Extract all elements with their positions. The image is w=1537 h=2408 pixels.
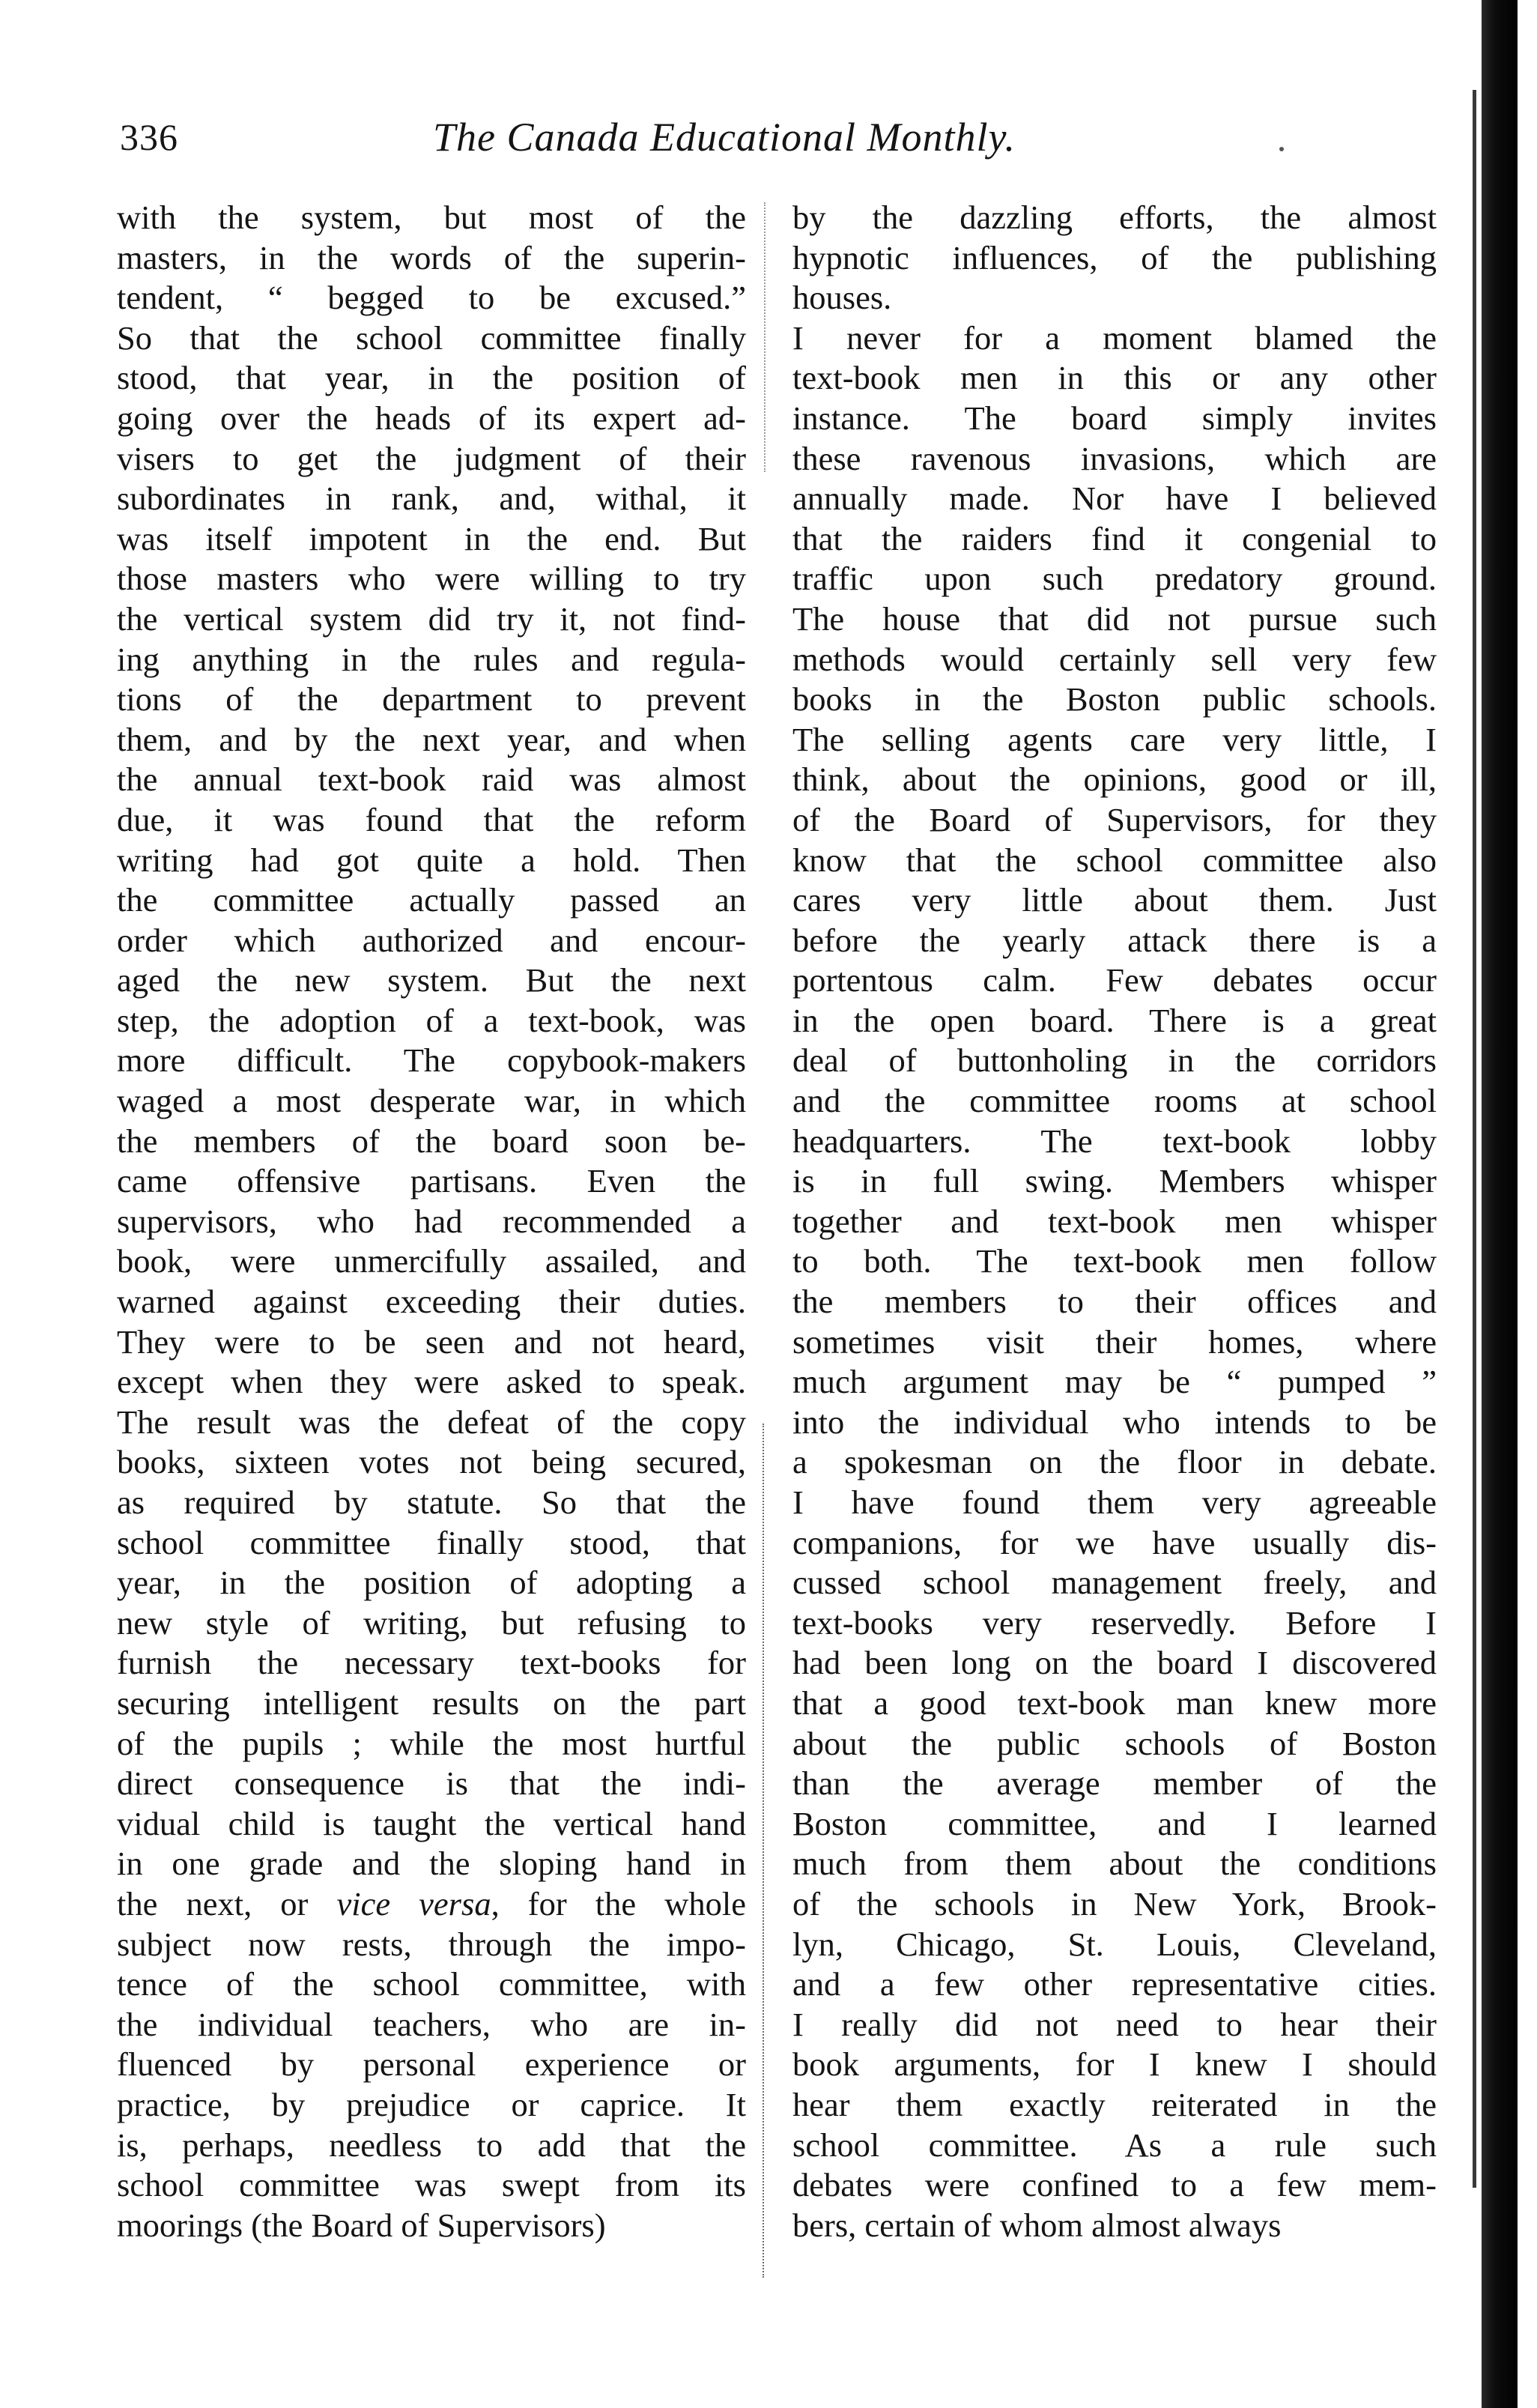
- gutter-rule-top: [764, 202, 766, 472]
- text-line: the next, or vice versa, for the whole: [117, 1884, 746, 1923]
- text-line: book, were unmercifully assailed, and: [117, 1242, 746, 1280]
- text-line: as required by statute. So that the: [117, 1483, 746, 1521]
- text-line: before the yearly attack there is a: [792, 921, 1437, 959]
- text-line: of the schools in New York, Brook-: [792, 1884, 1437, 1923]
- text-line: the individual teachers, who are in-: [117, 2005, 746, 2043]
- text-line: tence of the school committee, with: [117, 1965, 746, 2003]
- text-line: instance. The board simply invites: [792, 399, 1437, 437]
- text-line: The selling agents care very little, I: [792, 720, 1437, 758]
- stray-ink-mark: [1279, 147, 1284, 151]
- text-line: together and text-book men whisper: [792, 1202, 1437, 1240]
- text-line: cussed school management freely, and: [792, 1564, 1437, 1602]
- text-line: think, about the opinions, good or ill,: [792, 760, 1437, 799]
- text-line: I never for a moment blamed the: [792, 318, 1437, 357]
- text-line: headquarters. The text-book lobby: [792, 1122, 1437, 1160]
- text-line: school committee was swept from its: [117, 2166, 746, 2204]
- right-text-column: [792, 198, 1437, 2245]
- text-line: by the dazzling efforts, the almost: [792, 199, 1437, 236]
- text-line: subject now rests, through the impo-: [117, 1925, 746, 1963]
- text-line: deal of buttonholing in the corridors: [792, 1041, 1437, 1080]
- text-line: and a few other representative cities.: [792, 1965, 1437, 2003]
- text-line: aged the new system. But the next: [117, 961, 746, 999]
- text-line: is, perhaps, needless to add that the: [117, 2126, 746, 2164]
- text-line: is in full swing. Members whisper: [792, 1162, 1437, 1200]
- text-line: know that the school committee also: [792, 841, 1437, 879]
- text-line: practice, by prejudice or caprice. It: [117, 2085, 746, 2123]
- text-line: the committee actually passed an: [117, 881, 746, 919]
- text-line: cares very little about them. Just: [792, 881, 1437, 919]
- text-line: vidual child is taught the vertical hand: [117, 1804, 746, 1842]
- text-line: hypnotic influences, of the publishing: [792, 238, 1437, 276]
- text-line: them, and by the next year, and when: [117, 720, 746, 758]
- text-line: much from them about the conditions: [792, 1845, 1437, 1883]
- text-line: new style of writing, but refusing to: [117, 1603, 746, 1642]
- text-line: text-book men in this or any other: [792, 359, 1437, 397]
- text-line: the annual text-book raid was almost: [117, 760, 746, 799]
- text-line: step, the adoption of a text-book, was: [117, 1001, 746, 1039]
- text-line: annually made. Nor have I believed: [792, 480, 1437, 518]
- text-line: had been long on the board I discovered: [792, 1644, 1437, 1682]
- text-line: except when they were asked to speak.: [117, 1363, 746, 1401]
- text-line: warned against exceeding their duties.: [117, 1283, 746, 1321]
- text-line: They were to be seen and not heard,: [117, 1322, 746, 1361]
- text-line: that the raiders find it congenial to: [792, 519, 1437, 557]
- text-line: tions of the department to prevent: [117, 680, 746, 719]
- binding-shadow-line: [1473, 90, 1476, 2188]
- text-line: books in the Boston public schools.: [792, 680, 1437, 719]
- text-line: in one grade and the sloping hand in: [117, 1845, 746, 1883]
- text-line: subordinates in rank, and, withal, it: [117, 480, 746, 518]
- gutter-rule: [763, 1424, 766, 2278]
- text-line: school committee. As a rule such: [792, 2126, 1437, 2164]
- text-line: writing had got quite a hold. Then: [117, 841, 746, 879]
- text-line: debates were confined to a few mem-: [792, 2166, 1437, 2204]
- text-line: houses.: [792, 279, 892, 317]
- text-line: text-books very reservedly. Before I: [792, 1603, 1437, 1642]
- text-line: the vertical system did try it, not find-: [117, 599, 746, 638]
- text-line: the members of the board soon be-: [117, 1122, 746, 1160]
- text-line: to both. The text-book men follow: [792, 1242, 1437, 1280]
- text-line: going over the heads of its expert ad-: [117, 399, 746, 437]
- text-line: was itself impotent in the end. But: [117, 519, 746, 557]
- text-line: came offensive partisans. Even the: [117, 1162, 746, 1200]
- text-line: of the pupils ; while the most hurtful: [117, 1724, 746, 1762]
- text-line: book arguments, for I knew I should: [792, 2045, 1437, 2084]
- text-line: with the system, but most of the: [117, 199, 746, 236]
- text-line: traffic upon such predatory ground.: [792, 560, 1437, 598]
- text-line: about the public schools of Boston: [792, 1724, 1437, 1762]
- text-line: year, in the position of adopting a: [117, 1564, 746, 1602]
- text-line: lyn, Chicago, St. Louis, Cleveland,: [792, 1925, 1437, 1963]
- text-line: that a good text-book man knew more: [792, 1684, 1437, 1722]
- text-line: school committee finally stood, that: [117, 1523, 746, 1561]
- text-line: of the Board of Supervisors, for they: [792, 800, 1437, 838]
- text-line: books, sixteen votes not being secured,: [117, 1443, 746, 1481]
- text-line: companions, for we have usually dis-: [792, 1523, 1437, 1561]
- text-line: visers to get the judgment of their: [117, 439, 746, 477]
- text-line: I really did not need to hear their: [792, 2005, 1437, 2043]
- text-line: stood, that year, in the position of: [117, 359, 746, 397]
- italic-phrase: vice versa: [336, 1884, 491, 1923]
- text-line: portentous calm. Few debates occur: [792, 961, 1437, 999]
- page-number: 336: [120, 116, 178, 158]
- text-line: and the committee rooms at school: [792, 1082, 1437, 1120]
- text-line: these ravenous invasions, which are: [792, 439, 1437, 477]
- text-line: into the individual who intends to be: [792, 1403, 1437, 1441]
- text-line: due, it was found that the reform: [117, 800, 746, 838]
- text-line: more difficult. The copybook-makers: [117, 1041, 746, 1080]
- text-line: I have found them very agreeable: [792, 1483, 1437, 1521]
- text-line: hear them exactly reiterated in the: [792, 2085, 1437, 2123]
- text-line: moorings (the Board of Supervisors): [117, 2206, 606, 2244]
- text-line: waged a most desperate war, in which: [117, 1082, 746, 1120]
- binding-edge: [1482, 0, 1518, 2408]
- text-line: masters, in the words of the superin-: [117, 238, 746, 276]
- text-line: direct consequence is that the indi-: [117, 1764, 746, 1803]
- text-line: So that the school committee finally: [117, 318, 746, 357]
- text-line: supervisors, who had recommended a: [117, 1202, 746, 1240]
- text-line: furnish the necessary text-books for: [117, 1644, 746, 1682]
- text-line: much argument may be “ pumped ”: [792, 1363, 1437, 1401]
- text-line: a spokesman on the floor in debate.: [792, 1443, 1437, 1481]
- text-line: methods would certainly sell very few: [792, 640, 1437, 678]
- text-line: order which authorized and encour-: [117, 921, 746, 959]
- text-line: the members to their offices and: [792, 1283, 1437, 1321]
- running-header: [120, 111, 1116, 163]
- text-line: Boston committee, and I learned: [792, 1804, 1437, 1842]
- text-line: fluenced by personal experience or: [117, 2045, 746, 2084]
- text-line: The result was the defeat of the copy: [117, 1403, 746, 1441]
- text-line: than the average member of the: [792, 1764, 1437, 1803]
- text-line: ing anything in the rules and regula-: [117, 640, 746, 678]
- text-line: those masters who were willing to try: [117, 560, 746, 598]
- text-line: bers, certain of whom almost always: [792, 2206, 1282, 2244]
- left-text-column: [117, 198, 746, 2245]
- text-line: tendent, “ begged to be excused.”: [117, 279, 746, 317]
- text-line: in the open board. There is a great: [792, 1001, 1437, 1039]
- running-title: The Canada Educational Monthly.: [433, 115, 1016, 160]
- text-line: sometimes visit their homes, where: [792, 1322, 1437, 1361]
- text-line: securing intelligent results on the part: [117, 1684, 746, 1722]
- text-line: The house that did not pursue such: [792, 599, 1437, 638]
